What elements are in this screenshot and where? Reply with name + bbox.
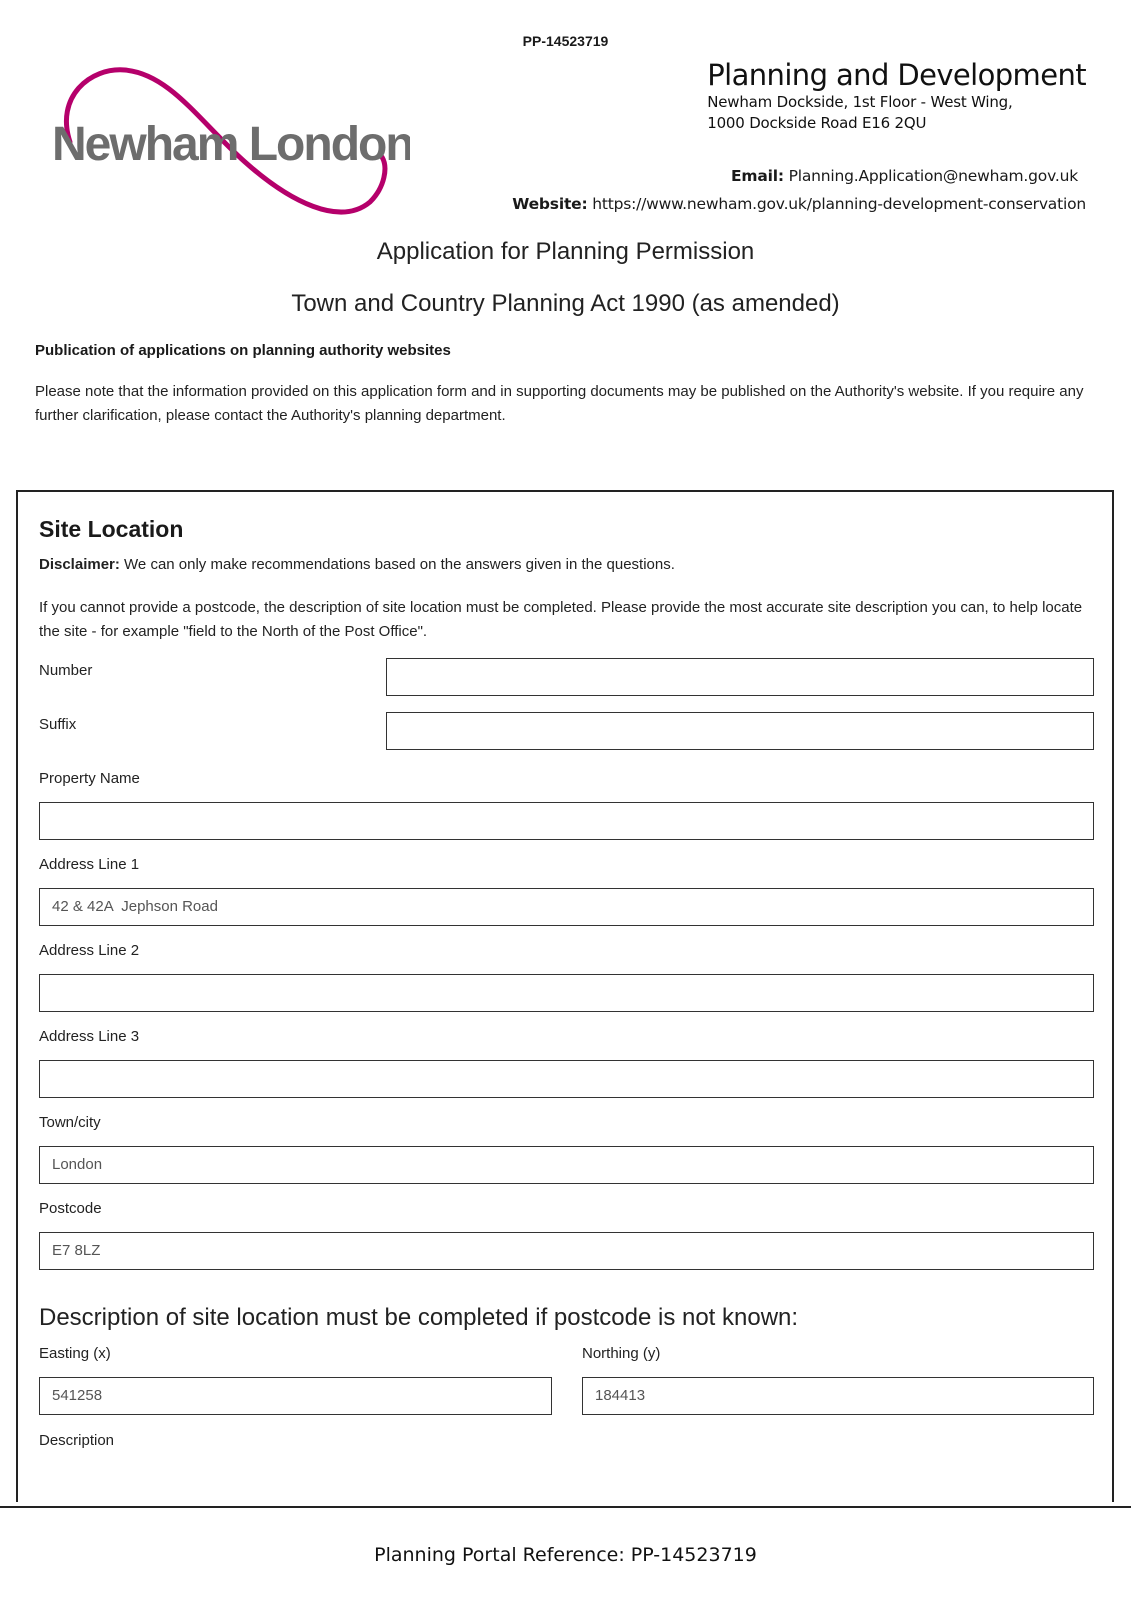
postcode-input[interactable]: E7 8LZ: [39, 1232, 1094, 1270]
postcode-label: Postcode: [39, 1200, 102, 1217]
act-title: Town and Country Planning Act 1990 (as amended): [291, 290, 840, 317]
email-label: Email:: [731, 167, 784, 185]
number-label: Number: [39, 662, 93, 679]
description-heading: Description of site location must be completed if postcode is not known:: [39, 1304, 799, 1331]
northing-label: Northing (y): [582, 1345, 661, 1362]
address-line-1-label: Address Line 1: [39, 856, 140, 873]
address-line-2-input[interactable]: [39, 974, 1094, 1012]
northing-input[interactable]: 184413: [582, 1377, 1094, 1415]
disclaimer-label: Disclaimer:: [39, 556, 120, 573]
address-line-1-input[interactable]: 42 & 42A Jephson Road: [39, 888, 1094, 926]
reference-number-top: PP-14523719: [522, 33, 609, 49]
website-link[interactable]: https://www.newham.gov.uk/planning-development-conservation: [592, 195, 1086, 213]
organisation-website: [512, 195, 1086, 213]
address-line-3-input[interactable]: [39, 1060, 1094, 1098]
organisation-title: Planning and Development: [707, 58, 1086, 92]
publication-heading: Publication of applications on planning authority websites: [35, 342, 451, 359]
website-label: Website:: [512, 195, 588, 213]
organisation-email: [731, 167, 1078, 185]
description-label: Description: [39, 1432, 115, 1449]
site-location-panel: [16, 490, 1114, 1502]
publication-note: Please note that the information provided on this application form and in supporting documents may be published on the Authority's website. If you require any further clarification, please contact the Authority's planning department.: [35, 383, 1084, 424]
email-link[interactable]: Planning.Application@newham.gov.uk: [788, 167, 1078, 185]
town-city-input[interactable]: London: [39, 1146, 1094, 1184]
planning-portal-reference: Planning Portal Reference: PP-14523719: [374, 1544, 757, 1566]
organisation-address-line-1: Newham Dockside, 1st Floor - West Wing,: [707, 93, 1013, 111]
easting-input[interactable]: 541258: [39, 1377, 552, 1415]
town-city-label: Town/city: [39, 1114, 101, 1131]
disclaimer-text: We can only make recommendations based on the answers given in the questions.: [119, 556, 675, 573]
suffix-label: Suffix: [39, 716, 77, 733]
form-title: Application for Planning Permission: [376, 238, 755, 265]
page-divider: [0, 1506, 1131, 1508]
site-location-intro: If you cannot provide a postcode, the description of site location must be completed. Please provide the most accurate site description you can, to help locate the site - for example "field to the North of the Post Office".: [39, 599, 1083, 640]
newham-london-logo: [50, 62, 410, 232]
suffix-input[interactable]: [386, 712, 1094, 750]
organisation-block: [707, 58, 1086, 134]
property-name-input[interactable]: [39, 802, 1094, 840]
site-location-heading: Site Location: [39, 516, 184, 542]
address-line-3-label: Address Line 3: [39, 1028, 140, 1045]
organisation-address-line-2: 1000 Dockside Road E16 2QU: [707, 114, 927, 132]
disclaimer: [39, 556, 675, 573]
easting-label: Easting (x): [39, 1345, 111, 1362]
address-line-2-label: Address Line 2: [39, 942, 140, 959]
property-name-label: Property Name: [39, 770, 140, 787]
logo-text: Newham London: [52, 118, 410, 171]
number-input[interactable]: [386, 658, 1094, 696]
logo-graphic: [50, 62, 410, 232]
